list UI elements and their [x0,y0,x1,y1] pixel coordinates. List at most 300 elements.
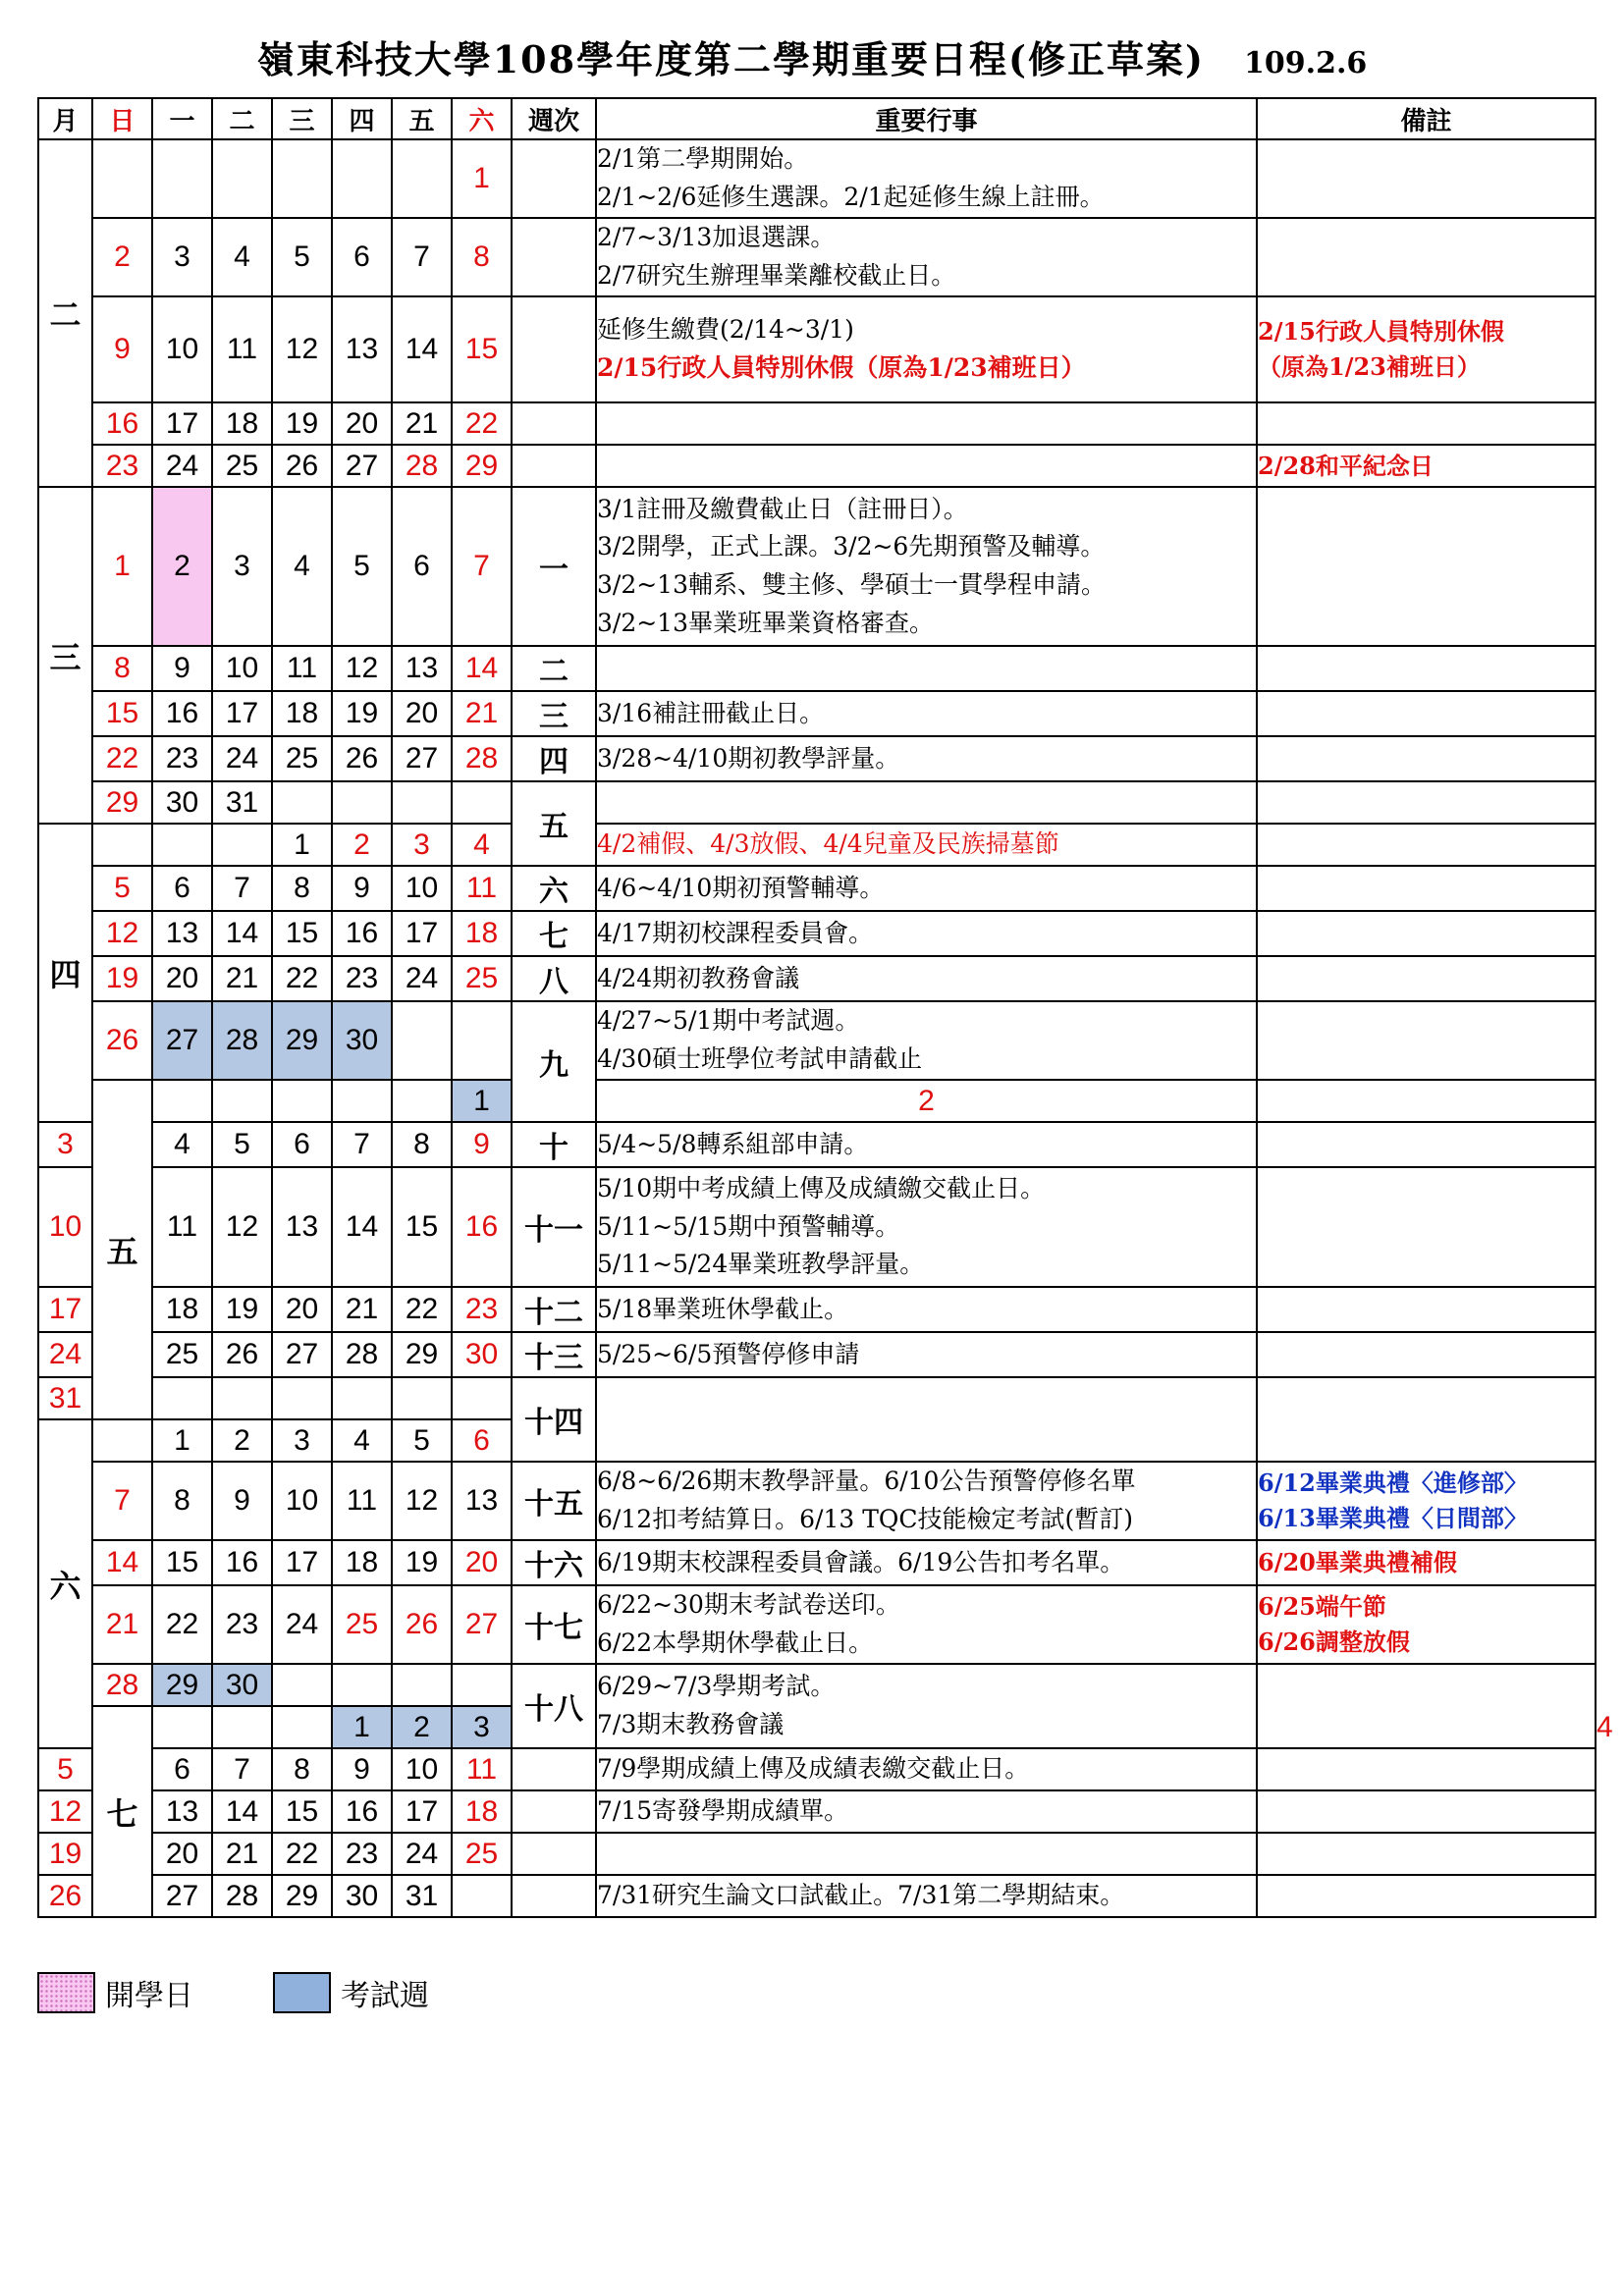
calendar-row [38,956,1596,1001]
day-cell: 18 [452,911,512,956]
day-cell [212,1377,272,1419]
day-cell [392,139,452,218]
event-line: 4/30碩士班學位考試申請截止 [597,1044,923,1073]
day-cell [332,1664,392,1706]
day-cell: 14 [212,1790,272,1833]
calendar-row [38,296,1596,402]
day-cell: 21 [392,402,452,445]
day-cell: 24 [38,1332,92,1377]
events-cell [1257,1080,1596,1122]
day-cell: 26 [38,1875,92,1917]
day-cell: 10 [152,296,212,402]
day-cell: 8 [452,218,512,296]
notes-cell [1257,824,1596,866]
events-cell [596,1167,1257,1287]
day-cell: 6 [152,1748,212,1790]
day-cell: 24 [392,1833,452,1875]
day-cell: 29 [452,445,512,487]
header-month: 月 [38,98,92,139]
events-cell [596,445,1257,487]
events-cell [596,487,1257,646]
day-cell [332,1377,392,1419]
day-cell: 2 [392,1706,452,1748]
notes-cell [1257,1167,1596,1287]
day-cell: 18 [332,1540,392,1585]
events-cell [596,691,1257,736]
day-cell: 21 [452,691,512,736]
event-line: 7/15寄發學期成績單。 [597,1796,849,1826]
event-line: 5/4~5/8轉系組部申請。 [597,1129,869,1158]
day-cell: 22 [392,1287,452,1332]
day-cell: 19 [332,691,392,736]
week-number-cell [512,139,596,218]
week-number-cell [512,1875,596,1917]
day-cell: 15 [152,1540,212,1585]
calendar-row [38,1833,1596,1875]
calendar-row [38,736,1596,781]
header-wed: 三 [272,98,332,139]
event-line: 6/22~30期末考試卷送印。 [597,1590,900,1620]
week-number-cell: 三 [512,691,596,736]
day-cell: 9 [212,1462,272,1540]
calendar-row [38,487,1596,646]
day-cell: 11 [332,1462,392,1540]
day-cell: 2 [332,824,392,866]
calendar-row [38,781,1596,824]
day-cell: 9 [332,866,392,911]
day-cell: 3 [152,218,212,296]
week-number-cell: 一 [512,487,596,646]
events-cell [596,1462,1257,1540]
day-cell: 23 [152,736,212,781]
notes-cell [1257,1790,1596,1833]
calendar-row [38,1287,1596,1332]
note-line: 6/26調整放假 [1258,1628,1410,1656]
day-cell: 13 [332,296,392,402]
day-cell [332,781,392,824]
event-line: 5/11~5/15期中預警輔導。 [597,1211,900,1241]
calendar-row [38,1332,1596,1377]
day-cell: 23 [92,445,152,487]
events-cell [596,956,1257,1001]
day-cell: 29 [272,1001,332,1080]
day-cell: 1 [332,1706,392,1748]
day-cell: 30 [452,1332,512,1377]
day-cell: 8 [152,1462,212,1540]
day-cell: 26 [332,736,392,781]
day-cell: 9 [152,646,212,691]
day-cell: 7 [392,218,452,296]
notes-cell [1257,1875,1596,1917]
day-cell: 15 [92,691,152,736]
day-cell: 8 [92,646,152,691]
notes-cell [1257,691,1596,736]
week-number-cell: 六 [512,866,596,911]
event-line: 4/24期初教務會議 [597,963,800,992]
day-cell: 27 [152,1001,212,1080]
document-title: 嶺東科技大學108學年度第二學期重要日程(修正草案) [256,37,1206,81]
day-cell: 31 [392,1875,452,1917]
event-line: 2/15行政人員特別休假（原為1/23補班日） [597,353,1086,382]
calendar-body [38,139,1613,1917]
day-cell [272,1377,332,1419]
event-line: 4/17期初校課程委員會。 [597,918,874,947]
day-cell: 26 [92,1001,152,1080]
note-line: 6/20畢業典禮補假 [1258,1548,1457,1576]
events-cell [596,1001,1257,1080]
month-cell: 二 [38,139,92,487]
events-cell [596,139,1257,218]
document-date: 109.2.6 [1244,46,1368,80]
day-cell: 12 [92,911,152,956]
day-cell: 25 [452,956,512,1001]
day-cell: 25 [212,445,272,487]
day-cell: 22 [152,1585,212,1664]
day-cell [212,824,272,866]
day-cell [92,139,152,218]
day-cell: 13 [272,1167,332,1287]
day-cell: 7 [452,487,512,646]
day-cell: 1 [452,139,512,218]
day-cell: 1 [272,824,332,866]
notes-cell [1257,1540,1596,1585]
calendar-row [38,1462,1596,1540]
day-cell: 8 [272,866,332,911]
event-line: 3/16補註冊截止日。 [597,698,825,727]
events-cell [596,824,1257,866]
day-cell: 17 [212,691,272,736]
day-cell: 14 [92,1540,152,1585]
day-cell: 31 [212,781,272,824]
day-cell: 6 [332,218,392,296]
calendar-row [38,139,1596,218]
day-cell [452,781,512,824]
day-cell: 18 [212,402,272,445]
day-cell [272,139,332,218]
day-cell: 14 [392,296,452,402]
day-cell: 12 [272,296,332,402]
calendar-row [38,1122,1596,1167]
calendar-table [37,97,1613,1918]
day-cell: 2 [212,1419,272,1462]
day-cell: 9 [452,1122,512,1167]
event-line: 5/18畢業班休學截止。 [597,1294,849,1323]
day-cell: 28 [212,1001,272,1080]
day-cell: 27 [152,1875,212,1917]
events-cell [596,218,1257,296]
day-cell [392,1001,452,1080]
day-cell: 20 [152,956,212,1001]
note-line: 2/28和平紀念日 [1258,451,1434,480]
day-cell: 11 [452,866,512,911]
note-line: 6/25端午節 [1258,1592,1386,1621]
day-cell: 3 [272,1419,332,1462]
day-cell: 6 [272,1122,332,1167]
events-cell [596,1585,1257,1664]
week-number-cell: 十 [512,1122,596,1167]
month-cell: 五 [92,1080,152,1419]
notes-cell [1257,1833,1596,1875]
calendar-row [38,824,1596,866]
week-number-cell: 十四 [512,1377,596,1462]
month-cell: 四 [38,824,92,1122]
events-cell [596,1377,1257,1462]
week-number-cell: 十三 [512,1332,596,1377]
day-cell: 17 [272,1540,332,1585]
day-cell: 3 [452,1706,512,1748]
day-cell: 24 [212,736,272,781]
day-cell [272,1706,332,1748]
day-cell: 16 [332,911,392,956]
day-cell: 4 [152,1122,212,1167]
day-cell: 19 [38,1833,92,1875]
day-cell: 19 [212,1287,272,1332]
event-line: 4/6~4/10期初預警輔導。 [597,873,885,902]
day-cell: 2 [596,1080,1257,1122]
notes-cell [1257,1748,1596,1790]
calendar-row [38,691,1596,736]
note-line: 2/15行政人員特別休假 [1258,317,1504,346]
day-cell: 25 [332,1585,392,1664]
day-cell: 30 [332,1001,392,1080]
day-cell: 5 [272,218,332,296]
calendar-row [38,445,1596,487]
day-cell: 20 [452,1540,512,1585]
month-cell: 六 [38,1419,92,1748]
day-cell [212,1706,272,1748]
month-cell: 七 [92,1706,152,1917]
day-cell: 23 [212,1585,272,1664]
day-cell: 22 [272,956,332,1001]
notes-cell [1257,296,1596,402]
day-cell [152,1080,212,1122]
day-cell: 10 [392,866,452,911]
day-cell: 13 [152,911,212,956]
day-cell: 9 [332,1748,392,1790]
events-cell [596,781,1257,824]
notes-cell [1257,1664,1596,1748]
day-cell [332,1080,392,1122]
week-number-cell: 四 [512,736,596,781]
notes-cell [1257,911,1596,956]
day-cell [152,1377,212,1419]
day-cell: 4 [452,824,512,866]
week-number-cell [512,402,596,445]
notes-cell [1257,1332,1596,1377]
notes-cell [1257,736,1596,781]
header-tue: 二 [212,98,272,139]
day-cell: 31 [38,1377,92,1419]
day-cell: 24 [392,956,452,1001]
day-cell: 18 [452,1790,512,1833]
day-cell: 21 [212,1833,272,1875]
day-cell: 29 [272,1875,332,1917]
note-line: 6/13畢業典禮〈日間部〉 [1258,1504,1528,1532]
week-number-cell: 十二 [512,1287,596,1332]
legend-swatch-blue [273,1972,331,2013]
event-line: 5/10期中考成績上傳及成績繳交截止日。 [597,1173,1046,1202]
day-cell: 5 [392,1419,452,1462]
day-cell: 14 [212,911,272,956]
week-number-cell [512,218,596,296]
day-cell [212,1080,272,1122]
day-cell: 22 [272,1833,332,1875]
day-cell: 15 [272,911,332,956]
day-cell [452,1875,512,1917]
month-cell: 三 [38,487,92,824]
day-cell: 11 [152,1167,212,1287]
day-cell: 12 [332,646,392,691]
event-line: 3/2開學，正式上課。3/2~6先期預警及輔導。 [597,532,1106,561]
day-cell [392,1664,452,1706]
day-cell [392,1080,452,1122]
legend-swatch-pink [37,1972,95,2013]
day-cell: 2 [92,218,152,296]
events-cell [596,296,1257,402]
day-cell [152,824,212,866]
notes-cell [1257,866,1596,911]
week-number-cell: 十一 [512,1167,596,1287]
day-cell: 23 [332,1833,392,1875]
week-number-cell: 十七 [512,1585,596,1664]
week-number-cell: 五 [512,781,596,866]
calendar-row [38,866,1596,911]
notes-cell [1257,956,1596,1001]
day-cell: 28 [92,1664,152,1706]
calendar-row [38,402,1596,445]
day-cell: 23 [332,956,392,1001]
day-cell: 6 [392,487,452,646]
day-cell [152,1706,212,1748]
day-cell: 18 [272,691,332,736]
notes-cell [1257,646,1596,691]
event-line: 7/9學期成績上傳及成績表繳交截止日。 [597,1754,1030,1784]
event-line: 4/2補假、4/3放假、4/4兒童及民族掃墓節 [597,829,1059,859]
legend-label: 考試週 [341,1980,429,2012]
day-cell: 14 [332,1167,392,1287]
day-cell: 25 [152,1332,212,1377]
day-cell: 20 [272,1287,332,1332]
legend-label: 開學日 [105,1980,193,2012]
day-cell [92,1419,152,1462]
day-cell: 10 [272,1462,332,1540]
header-thu: 四 [332,98,392,139]
day-cell: 26 [272,445,332,487]
event-line: 7/3期末教務會議 [597,1710,785,1738]
week-number-cell: 七 [512,911,596,956]
week-number-cell: 八 [512,956,596,1001]
day-cell: 5 [92,866,152,911]
day-cell: 8 [392,1122,452,1167]
day-cell [92,824,152,866]
day-cell: 28 [452,736,512,781]
week-number-cell: 十八 [512,1664,596,1748]
day-cell [452,1001,512,1080]
day-cell: 17 [152,402,212,445]
day-cell: 21 [212,956,272,1001]
day-cell: 3 [38,1122,92,1167]
day-cell: 6 [152,866,212,911]
day-cell: 22 [92,736,152,781]
event-line: 2/1~2/6延修生選課。2/1起延修生線上註冊。 [597,183,1105,211]
calendar-row [38,1080,1596,1122]
day-cell: 27 [392,736,452,781]
day-cell [332,139,392,218]
header-events: 重要行事 [596,98,1257,139]
day-cell: 11 [212,296,272,402]
document-title-bar [0,29,1624,83]
day-cell: 20 [392,691,452,736]
day-cell: 21 [332,1287,392,1332]
calendar-row [38,218,1596,296]
header-notes: 備註 [1257,98,1596,139]
day-cell: 1 [92,487,152,646]
day-cell: 7 [92,1462,152,1540]
events-cell [596,911,1257,956]
event-line: 6/8~6/26期末教學評量。6/10公告預警停修名單 [597,1467,1136,1496]
day-cell: 7 [332,1122,392,1167]
calendar-row [38,1540,1596,1585]
event-line: 3/2~13輔系、雙主修、學碩士一貫學程申請。 [597,570,1106,599]
notes-cell [1257,139,1596,218]
day-cell: 5 [38,1748,92,1790]
notes-cell [1257,1377,1596,1462]
day-cell: 3 [212,487,272,646]
calendar-row [38,1790,1596,1833]
events-cell [596,1748,1257,1790]
day-cell [152,139,212,218]
header-sun: 日 [92,98,152,139]
calendar-row [38,1875,1596,1917]
event-line: 5/25~6/5預警停修申請 [597,1339,860,1368]
day-cell: 18 [152,1287,212,1332]
day-cell: 19 [392,1540,452,1585]
day-cell: 3 [392,824,452,866]
day-cell: 7 [212,1748,272,1790]
notes-cell [1257,402,1596,445]
day-cell: 8 [272,1748,332,1790]
events-cell [596,1790,1257,1833]
day-cell: 2 [152,487,212,646]
week-number-cell: 十六 [512,1540,596,1585]
day-cell: 30 [152,781,212,824]
day-cell [212,139,272,218]
day-cell: 10 [38,1167,92,1287]
day-cell: 14 [452,646,512,691]
day-cell: 24 [152,445,212,487]
notes-cell [1257,781,1596,824]
day-cell: 4 [212,218,272,296]
day-cell: 5 [332,487,392,646]
calendar-row [38,1585,1596,1664]
event-line: 6/22本學期休學截止日。 [597,1629,874,1657]
day-cell [392,1377,452,1419]
event-line: 6/29~7/3學期考試。 [597,1672,836,1701]
day-cell: 21 [92,1585,152,1664]
day-cell: 20 [152,1833,212,1875]
calendar-row [38,1748,1596,1790]
day-cell: 27 [272,1332,332,1377]
notes-cell [1257,1585,1596,1664]
event-line: 延修生繳費(2/14~3/1) [597,315,854,345]
events-cell [596,1664,1257,1748]
day-cell: 23 [452,1287,512,1332]
header-sat: 六 [452,98,512,139]
day-cell: 27 [452,1585,512,1664]
day-cell [392,781,452,824]
event-line: 2/7研究生辦理畢業離校截止日。 [597,261,956,290]
day-cell: 29 [392,1332,452,1377]
